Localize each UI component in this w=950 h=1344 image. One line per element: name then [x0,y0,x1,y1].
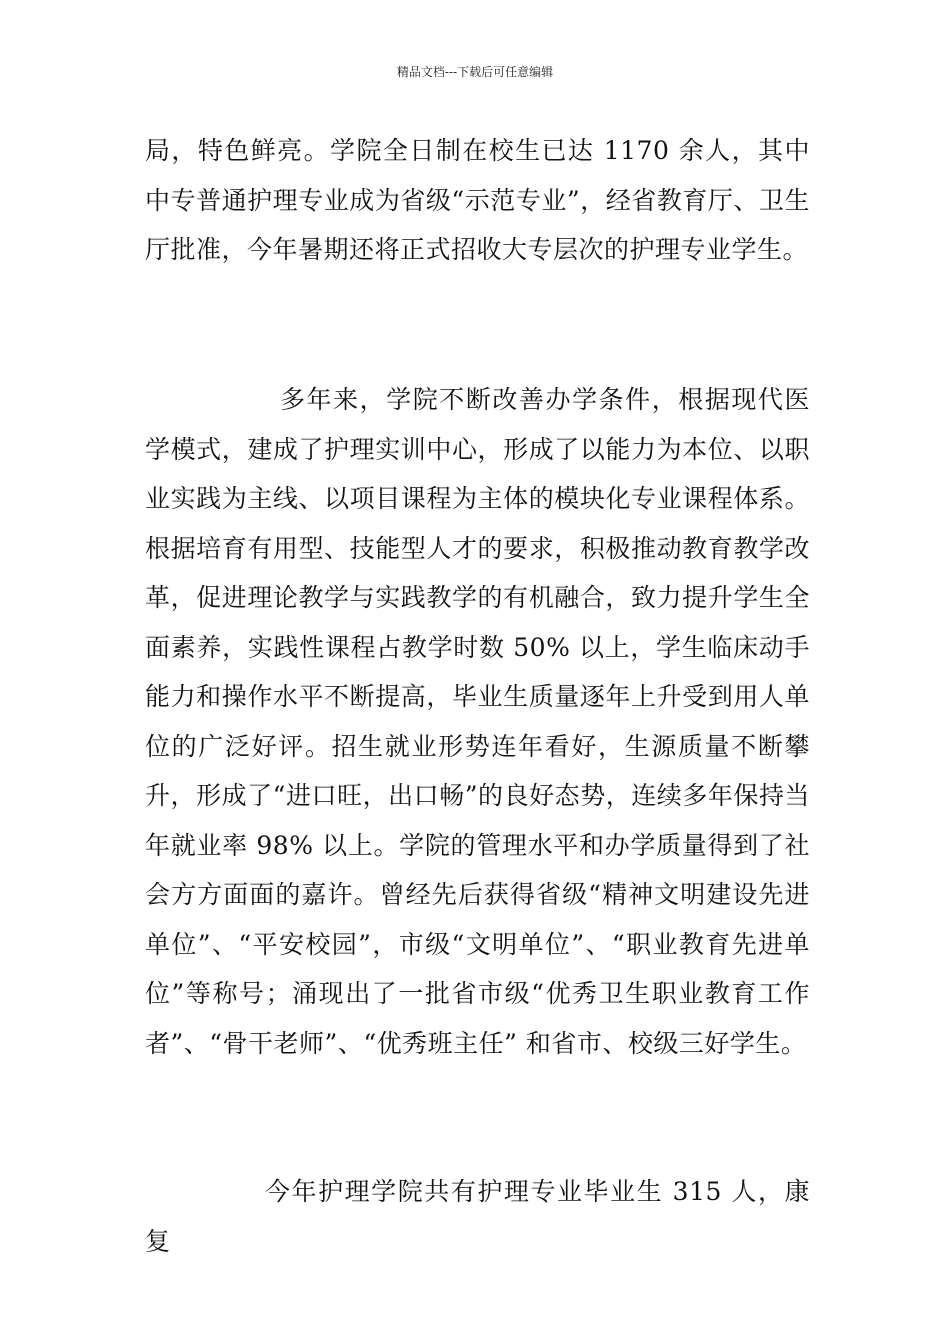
paragraph-2: 多年来，学院不断改善办学条件，根据现代医学模式，建成了护理实训中心，形成了以能力为本位、以职业实践为主线、以项目课程为主体的模块化专业课程体系。根据培育有用型、技能型人才的要求，积极推动教育教学改革，促进理论教学与实践教学的有机融合，致力提升学生全面素养，实践性课程占教学时数 50% 以上，学生临床动手能力和操作水平不断提高，毕业生质量逐年上升受到用人单位的广泛好评。招生就业形势连年看好，生源质量不断攀升，形成了“进口旺，出口畅”的良好态势，连续多年保持当年就业率 98% 以上。学院的管理水平和办学质量得到了社会方方面面的嘉许。曾经先后获得省级“精神文明建设先进单位”、“平安校园”，市级“文明单位”、“职业教育先进单位”等称号；涌现出了一批省市级“优秀卫生职业教育工作者”、“骨干老师”、“优秀班主任” 和省市、校级三好学生。 [145,385,810,1058]
paragraph-1: 局，特色鲜亮。学院全日制在校生已达 1170 余人，其中中专普通护理专业成为省级“示范专业”，经省教育厅、卫生厅批准，今年暑期还将正式招收大专层次的护理专业学生。 [145,136,810,264]
page-header: 精品文档---下载后可任意编辑 [396,65,554,79]
paragraph-3: 今年护理学院共有护理专业毕业生 315 人，康复 [145,1177,810,1256]
